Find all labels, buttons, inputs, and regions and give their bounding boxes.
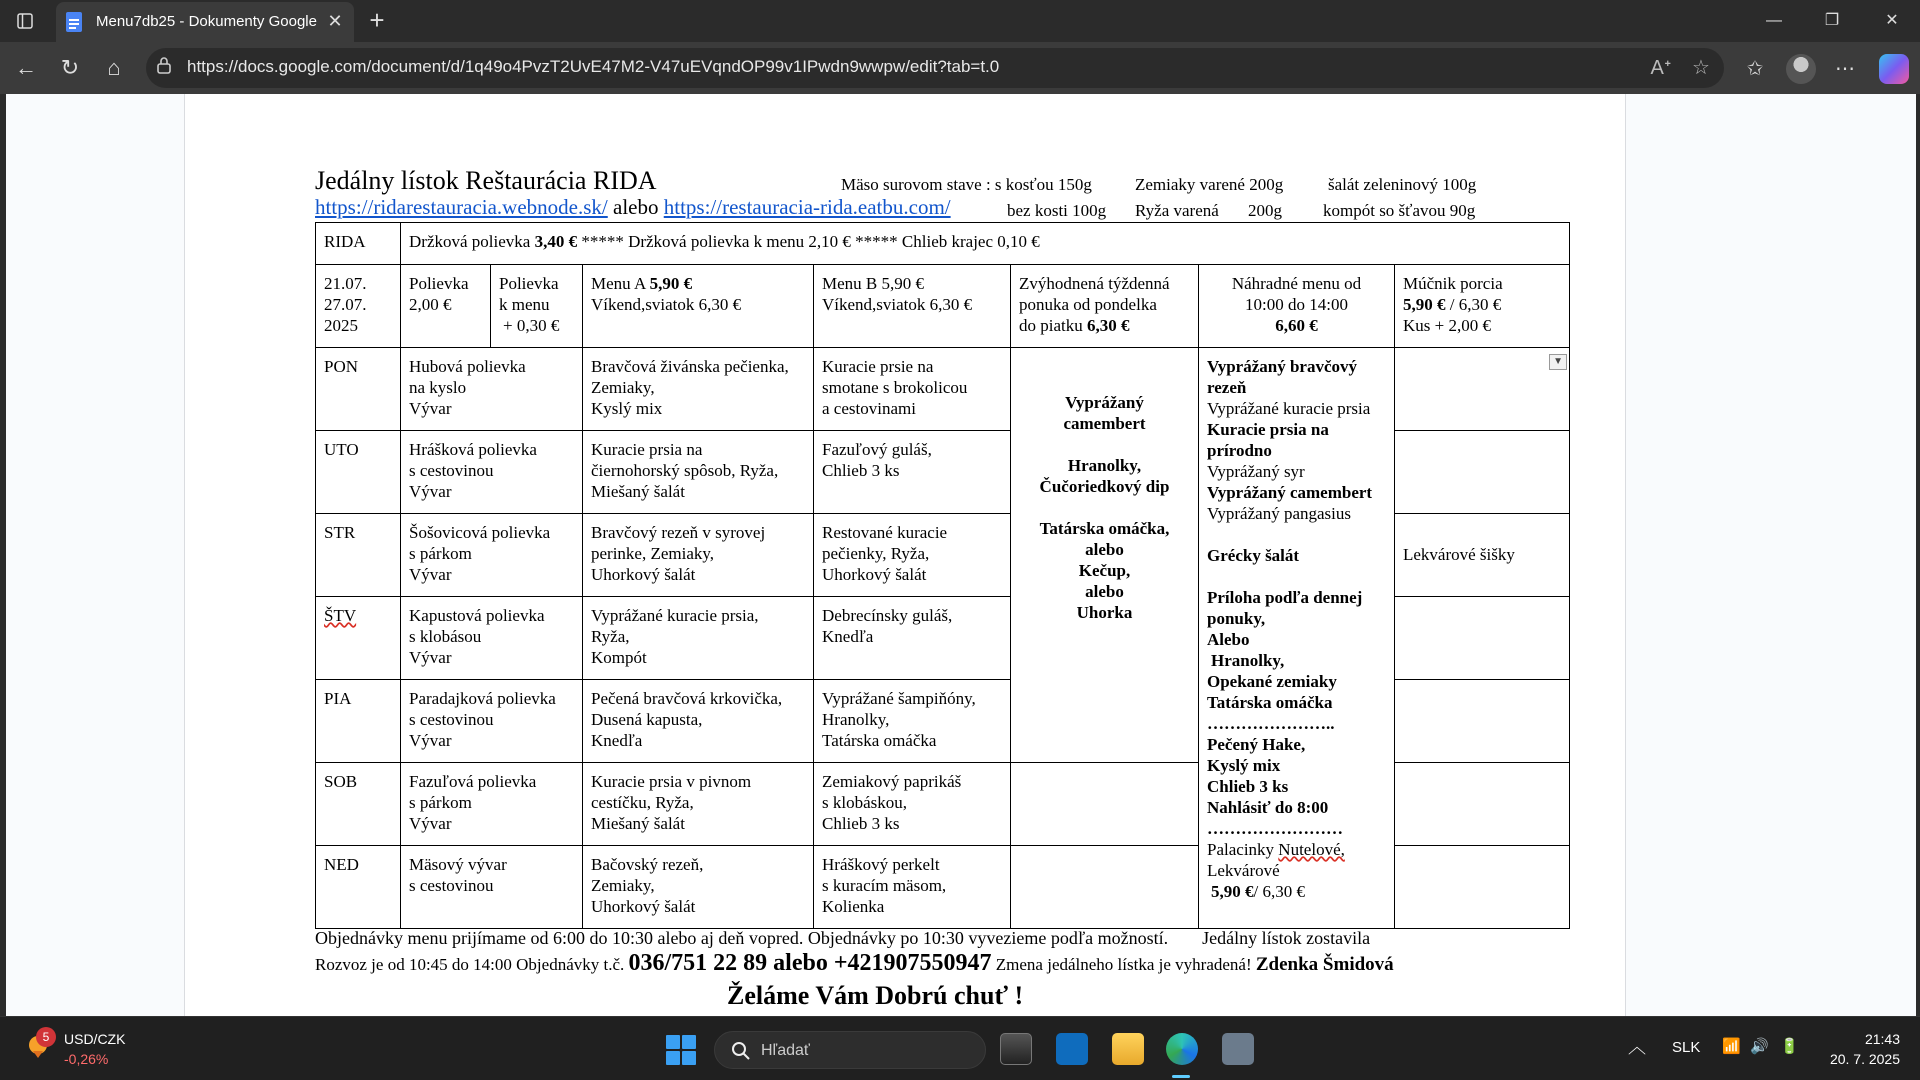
sidebar-toggle-icon[interactable]: [10, 6, 40, 36]
url-text[interactable]: https://docs.google.com/document/d/1q49o4PvzT2UvE47M2-V47uEVqndOP99v1IPwdn9wwpw/edit?tab=t.0: [187, 57, 1000, 76]
day-label: ŠTV: [316, 597, 401, 680]
profile-avatar[interactable]: [1786, 54, 1816, 84]
menu-a-cell: Bačovský rezeň, Zemiaky, Uhorkový šalát: [583, 846, 814, 929]
footer-wish: Želáme Vám Dobrú chuť !: [727, 981, 1024, 1010]
rida-label: RIDA: [316, 223, 401, 265]
clock[interactable]: [1830, 1029, 1900, 1069]
info-rice: Ryža varená: [1135, 201, 1219, 220]
dropdown-arrow-icon[interactable]: ▼: [1549, 354, 1567, 370]
info-compote: kompót so šťavou 90g: [1323, 201, 1476, 220]
widget-change: -0,26%: [64, 1051, 109, 1067]
flour-dish-header: Múčnik porcia 5,90 € / 6,30 € Kus + 2,00 €: [1395, 265, 1570, 348]
soup-price-header: Polievka 2,00 €: [401, 265, 491, 348]
footer-delivery-line: Rozvoz je od 10:45 do 14:00 Objednávky t.č. 036/751 22 89 alebo +421907550947 Zmena jedálneho lístka je vyhradená! Zdenka Šmidová: [315, 950, 1394, 976]
tab-title: Menu7db25 - Dokumenty Google: [96, 13, 317, 30]
soup-cell: Fazuľová polievka s párkom Vývar: [401, 763, 583, 846]
soup-cell: Hubová polievka na kyslo Vývar: [401, 348, 583, 431]
menu-table: [315, 222, 1570, 929]
info-meat: Mäso surovom stave : s kosťou 150g: [841, 175, 1092, 194]
flour-cell: [1395, 431, 1570, 514]
flour-cell: [1395, 597, 1570, 680]
search-icon: [731, 1041, 751, 1061]
active-app-indicator: [1172, 1075, 1190, 1078]
flour-cell: [1395, 680, 1570, 763]
webnode-link[interactable]: https://ridarestauracia.webnode.sk/: [315, 195, 608, 219]
browser-toolbar: [0, 42, 1920, 94]
menu-a-cell: Bravčová živánska pečienka, Zemiaky, Kyslý mix: [583, 348, 814, 431]
links-separator: alebo: [613, 195, 659, 219]
tab-bar: [0, 0, 1920, 42]
links-line: [315, 195, 951, 220]
google-docs-icon: [66, 12, 82, 32]
more-menu-icon[interactable]: ⋯: [1835, 58, 1855, 80]
new-tab-button[interactable]: +: [369, 5, 385, 35]
close-window-button[interactable]: ✕: [1885, 12, 1899, 29]
alt-menu-header: Náhradné menu od 10:00 do 14:00 6,60 €: [1199, 265, 1395, 348]
info-potatoes: Zemiaky varené 200g: [1135, 175, 1284, 194]
favorites-icon[interactable]: ✩: [1746, 58, 1764, 80]
widget-ticker[interactable]: USD/CZK: [64, 1031, 126, 1047]
soup-cell: Paradajková polievka s cestovinou Vývar: [401, 680, 583, 763]
menu-b-cell: Zemiakový paprikáš s klobáskou, Chlieb 3 ks: [814, 763, 1011, 846]
day-label: NED: [316, 846, 401, 929]
day-label: UTO: [316, 431, 401, 514]
menu-a-cell: Bravčový rezeň v syrovej perinke, Zemiaky, Uhorkový šalát: [583, 514, 814, 597]
weekly-offer-header: Zvýhodnená týždenná ponuka od pondelka do piatku 6,30 €: [1011, 265, 1199, 348]
flour-cell: Lekvárové šišky: [1395, 514, 1570, 597]
widget-badge: 5: [36, 1027, 56, 1047]
rida-row: [316, 223, 1570, 265]
flour-cell: [1395, 348, 1570, 431]
menu-a-cell: Pečená bravčová krkovička, Dusená kapusta, Knedľa: [583, 680, 814, 763]
soup-cell: Hrášková polievka s cestovinou Vývar: [401, 431, 583, 514]
day-label: PIA: [316, 680, 401, 763]
tab-close-icon[interactable]: ✕: [327, 11, 343, 31]
start-button[interactable]: [666, 1035, 696, 1065]
store-icon[interactable]: [1056, 1033, 1088, 1065]
menu-a-cell: Kuracie prsia v pivnom cestíčku, Ryža, Miešaný šalát: [583, 763, 814, 846]
day-label: SOB: [316, 763, 401, 846]
home-icon[interactable]: ⌂: [107, 55, 121, 80]
taskbar: [0, 1016, 1920, 1080]
tray-chevron-icon[interactable]: ︿: [1628, 1037, 1646, 1057]
file-explorer-icon[interactable]: [1112, 1033, 1144, 1065]
taskbar-search[interactable]: [714, 1031, 986, 1069]
weekly-offer-cell: Vyprážaný camembert Hranolky, Čučoriedkový dip Tatárska omáčka, alebo Kečup, alebo Uhorka: [1011, 348, 1199, 763]
minimize-button[interactable]: —: [1766, 12, 1782, 29]
date-range: 21.07. 27.07. 2025: [316, 265, 401, 348]
flour-cell: [1395, 763, 1570, 846]
menu-a-cell: Vyprážané kuracie prsia, Ryža, Kompót: [583, 597, 814, 680]
clock-time: 21:43: [1864, 1031, 1900, 1047]
read-aloud-icon[interactable]: Aᐩ: [1650, 57, 1672, 79]
favorite-star-icon[interactable]: ☆: [1692, 57, 1710, 79]
task-view-icon[interactable]: [1000, 1033, 1032, 1065]
flour-cell: [1395, 846, 1570, 929]
menu-b-cell: Fazuľový guláš, Chlieb 3 ks: [814, 431, 1011, 514]
back-icon[interactable]: ←: [15, 55, 37, 80]
copilot-icon[interactable]: [1879, 54, 1909, 84]
battery-icon[interactable]: 🔋: [1780, 1038, 1799, 1055]
menu-a-header: Menu A 5,90 € Víkend,sviatok 6,30 €: [583, 265, 814, 348]
menu-b-cell: Hráškový perkelt s kuracím mäsom, Kolienka: [814, 846, 1011, 929]
menu-b-cell: Kuracie prsie na smotane s brokolicou a cestovinami: [814, 348, 1011, 431]
menu-b-cell: Vyprážané šampiňóny, Hranolky, Tatárska omáčka: [814, 680, 1011, 763]
info-rice-weight: 200g: [1248, 201, 1282, 220]
search-placeholder: Hľadať: [761, 1042, 810, 1059]
menu-a-cell: Kuracie prsia na čiernohorský spôsob, Ryža, Miešaný šalát: [583, 431, 814, 514]
day-label: STR: [316, 514, 401, 597]
info-salad: šalát zeleninový 100g: [1328, 175, 1477, 194]
document-title: Jedálny lístok Reštaurácia RIDA: [315, 166, 657, 195]
volume-icon[interactable]: 🔊: [1750, 1038, 1769, 1055]
wifi-icon[interactable]: 📶: [1722, 1038, 1741, 1055]
day-row: [316, 348, 1570, 431]
document-page: [184, 94, 1626, 1016]
weekly-offer-empty-cell: [1011, 846, 1199, 929]
calculator-icon[interactable]: [1222, 1033, 1254, 1065]
document-viewport: [6, 94, 1916, 1016]
alt-menu-cell: Vyprážaný bravčový rezeň Vyprážané kuracie prsia Kuracie prsia na prírodno Vyprážaný syr Vyprážaný camembert Vyprážaný pangasius Grécky šalát Príloha podľa dennej ponuky, Alebo Hranolky, Opekané zemiaky Tatárska omáčka ………………….. Pečený Hake, Kyslý mix Chlieb 3 ks Nahlásiť do 8:00 …………………… Palacinky Nutelové, Lekvárové 5,90 €/ 6,30 €: [1199, 348, 1395, 929]
reload-icon[interactable]: ↻: [60, 55, 80, 80]
edge-browser-icon[interactable]: [1166, 1033, 1198, 1065]
maximize-button[interactable]: ❐: [1824, 12, 1840, 29]
info-meat-boneless: bez kosti 100g: [1007, 201, 1107, 220]
clock-date: 20. 7. 2025: [1829, 1051, 1900, 1067]
soup-menu-price-header: Polievka k menu + 0,30 €: [491, 265, 583, 348]
soup-cell: Šošovicová polievka s párkom Vývar: [401, 514, 583, 597]
soup-cell: Mäsový vývar s cestovinou: [401, 846, 583, 929]
soup-cell: Kapustová polievka s klobásou Vývar: [401, 597, 583, 680]
day-label: PON: [316, 348, 401, 431]
menu-b-cell: Debrecínsky guláš, Knedľa: [814, 597, 1011, 680]
menu-b-header: Menu B 5,90 € Víkend,sviatok 6,30 €: [814, 265, 1011, 348]
tab-active[interactable]: [56, 2, 354, 42]
weekly-offer-empty-cell: [1011, 763, 1199, 846]
header-row: [316, 265, 1570, 348]
language-indicator[interactable]: SLK: [1672, 1039, 1701, 1056]
footer-orders-line: Objednávky menu prijímame od 6:00 do 10:30 alebo aj deň vopred. Objednávky po 10:30 vyvezieme podľa možností. Jedálny lístok zostavila: [315, 928, 1371, 948]
menu-b-cell: Restované kuracie pečienky, Ryža, Uhorkový šalát: [814, 514, 1011, 597]
tripe-soup-offer: Držková polievka 3,40 € ***** Držková polievka k menu 2,10 € ***** Chlieb krajec 0,10 €: [401, 223, 1570, 265]
eatbu-link[interactable]: https://restauracia-rida.eatbu.com/: [663, 195, 951, 219]
lock-icon: [154, 55, 174, 75]
